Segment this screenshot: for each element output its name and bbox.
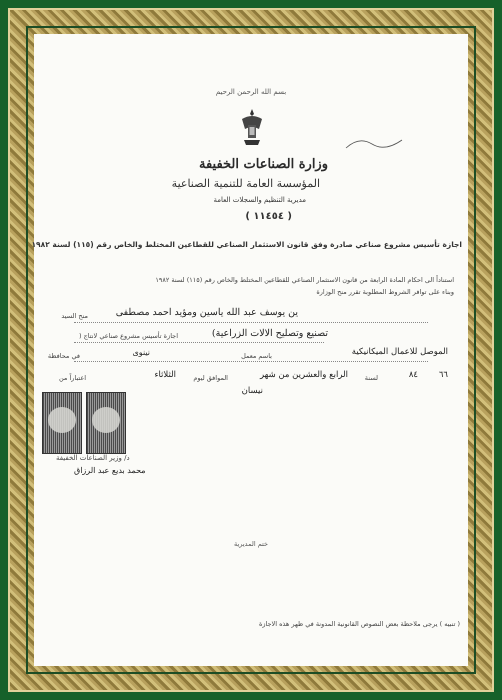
governorate-value: نينوى (132, 348, 150, 357)
revenue-stamp (42, 392, 82, 454)
day-value: الثلاثاء (154, 370, 176, 380)
year-value-2: ٦٦ (438, 370, 448, 380)
signature-flourish (344, 134, 404, 154)
license-heading: اجازة تأسيس مشروع صناعي صادرة وفق قانون الاستثمار الصناعي للقطاعين المختلط والخاص رقم (١١٥) لسنة ١٩٨٢ (31, 240, 462, 249)
date-label: اعتباراً من (58, 374, 86, 382)
governorate-label: في محافظة (47, 352, 80, 360)
directorate-seal-label: ختم المديرية (233, 540, 269, 548)
eagle-emblem-icon (240, 107, 264, 149)
grant-value: ين يوسف عبد الله ياسين ومؤيد احمد مصطفى (115, 307, 298, 318)
ministry-title: وزارة الصناعات الخفيفة (198, 157, 328, 172)
organization-title: المؤسسة العامة للتنمية الصناعية (171, 177, 320, 190)
certificate-paper (31, 34, 468, 666)
intro-line-1: استناداً الى احكام المادة الرابعة من قانون الاستثمار الصناعي للقطاعين المختلط والخاص رقم (١١٥) لسنة ١٩٨٢ (155, 276, 454, 284)
license-underline (74, 342, 324, 343)
date-mid-label: الموافق ليوم (193, 374, 228, 382)
date-value: الرابع والعشرين من شهر (259, 370, 348, 380)
year-label: لسنة (364, 374, 378, 382)
signatory-name: محمد بديع عبد الرزاق (74, 466, 146, 475)
license-value: تصنيع وتصليح الالات الزراعية) (211, 328, 328, 339)
footer-note: ( تنبيه ) يرجى ملاحظة بعض النصوص القانونية المدونة في ظهر هذه الاجازة (258, 620, 460, 628)
factory-name-value: الموصل للاعمال الميكانيكية (351, 347, 448, 357)
department-title: مديرية التنظيم والسجلات العامة (213, 196, 306, 204)
basmala-text: بسم الله الرحمن الرحيم (215, 88, 287, 96)
revenue-stamps (42, 392, 126, 456)
month-value: نيسان (241, 386, 263, 396)
year-value: ٨٤ (408, 370, 418, 380)
intro-line-2: وبناء على توافر الشروط المطلوبة تقرر منح الوزارة (316, 288, 454, 296)
license-label: اجازة تأسيس مشروع صناعي لانتاج ( (79, 332, 178, 340)
revenue-stamp (86, 392, 126, 454)
signatory-title: د/ وزير الصناعات الخفيفة (56, 454, 130, 462)
license-number: ( ١١٤٥٤ ) (245, 211, 292, 222)
grant-underline (74, 322, 428, 323)
governorate-underline (74, 361, 428, 362)
factory-name-label: باسم معمل (241, 352, 272, 360)
grant-label: منح السيد (61, 312, 88, 320)
